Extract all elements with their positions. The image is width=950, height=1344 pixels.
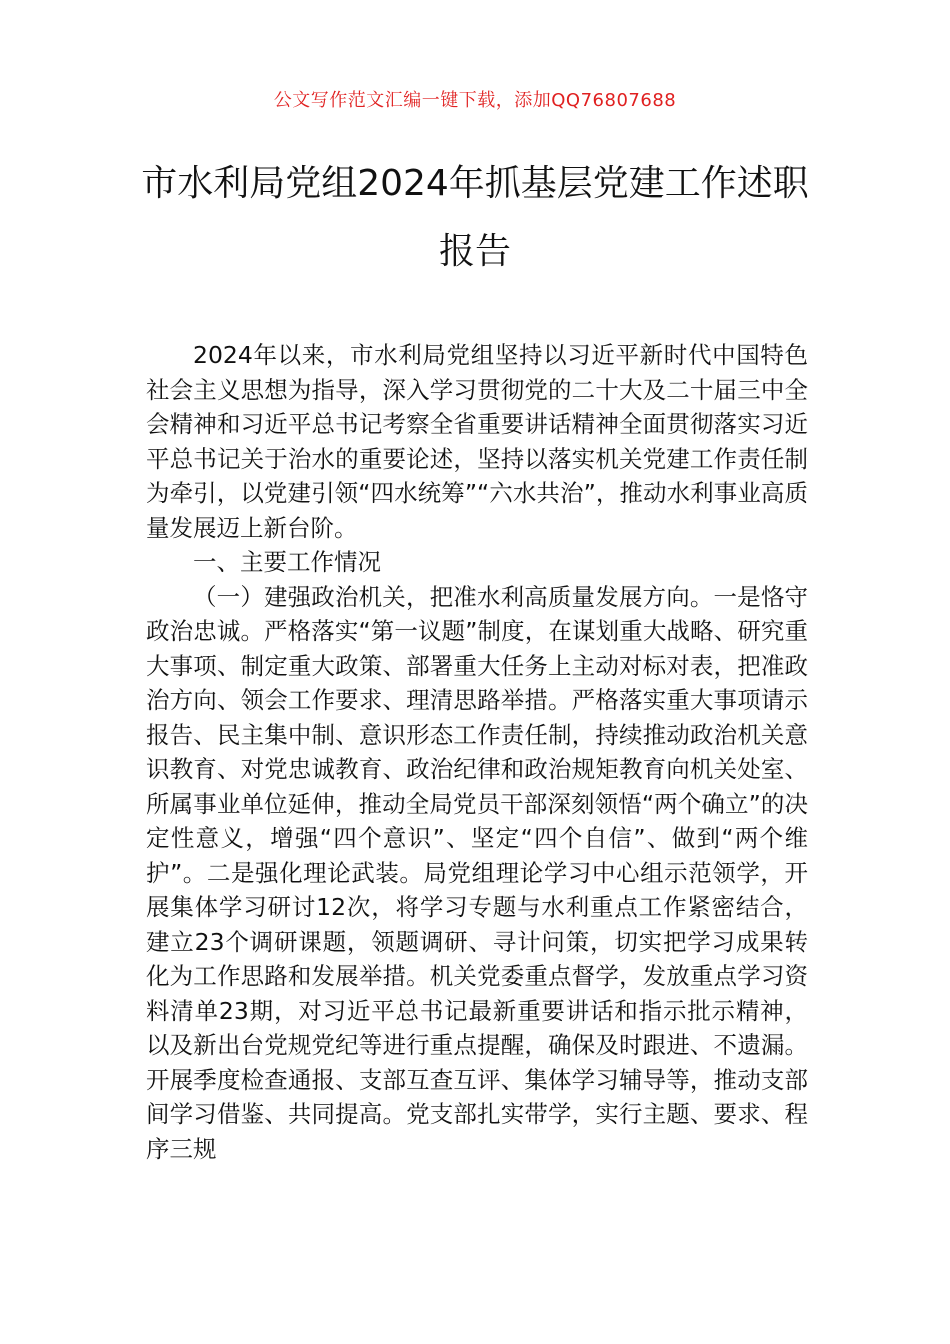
document-title: 市水利局党组2024年抓基层党建工作述职报告 [141, 163, 809, 272]
watermark-text: 公文写作范文汇编一键下载，添加QQ76807688 [273, 90, 677, 111]
paragraph-section-1: （一）建强政治机关，把准水利高质量发展方向。一是恪守政治忠诚。严格落实“第一议题”制度，在谋划重大战略、研究重大事项、制定重大政策、部署重大任务上主动对标对表，把准政治方向、领会工作要求、理清思路举措。严格落实重大事项请示报告、民主集中制、意识形态工作责任制，持续推动政治机关意识教育、对党忠诚教育、政治纪律和政治规矩教育向机关处室、所属事业单位延伸，推动全局党员干部深刻领悟“两个确立”的决定性意义，增强“四个意识”、坚定“四个自信”、做到“两个维护”。二是强化理论武装。局党组理论学习中心组示范领学，开展集体学习研讨12次，将学习专题与水利重点工作紧密结合，建立23个调研课题，领题调研、寻计问策，切实把学习成果转化为工作思路和发展举措。机关党委重点督学，发放重点学习资料清单23期，对习近平总书记最新重要讲话和指示批示精神，以及新出台党规党纪等进行重点提醒，确保及时跟进、不遗漏。开展季度检查通报、支部互查互评、集体学习辅导等，推动支部间学习借鉴、共同提高。党支部扎实带学，实行主题、要求、程序三规 [146, 582, 808, 1163]
section-heading: 一、主要工作情况 [193, 548, 381, 576]
paragraph-intro: 2024年以来，市水利局党组坚持以习近平新时代中国特色社会主义思想为指导，深入学习贯彻党的二十大及二十届三中全会精神和习近平总书记考察全省重要讲话精神全面贯彻落实习近平总书记关于治水的重要论述，坚持以落实机关党建工作责任制为牵引，以党建引领“四水统筹”“六水共治”，推动水利事业高质量发展迈上新台阶。 [146, 341, 808, 542]
document-body [146, 338, 808, 1166]
